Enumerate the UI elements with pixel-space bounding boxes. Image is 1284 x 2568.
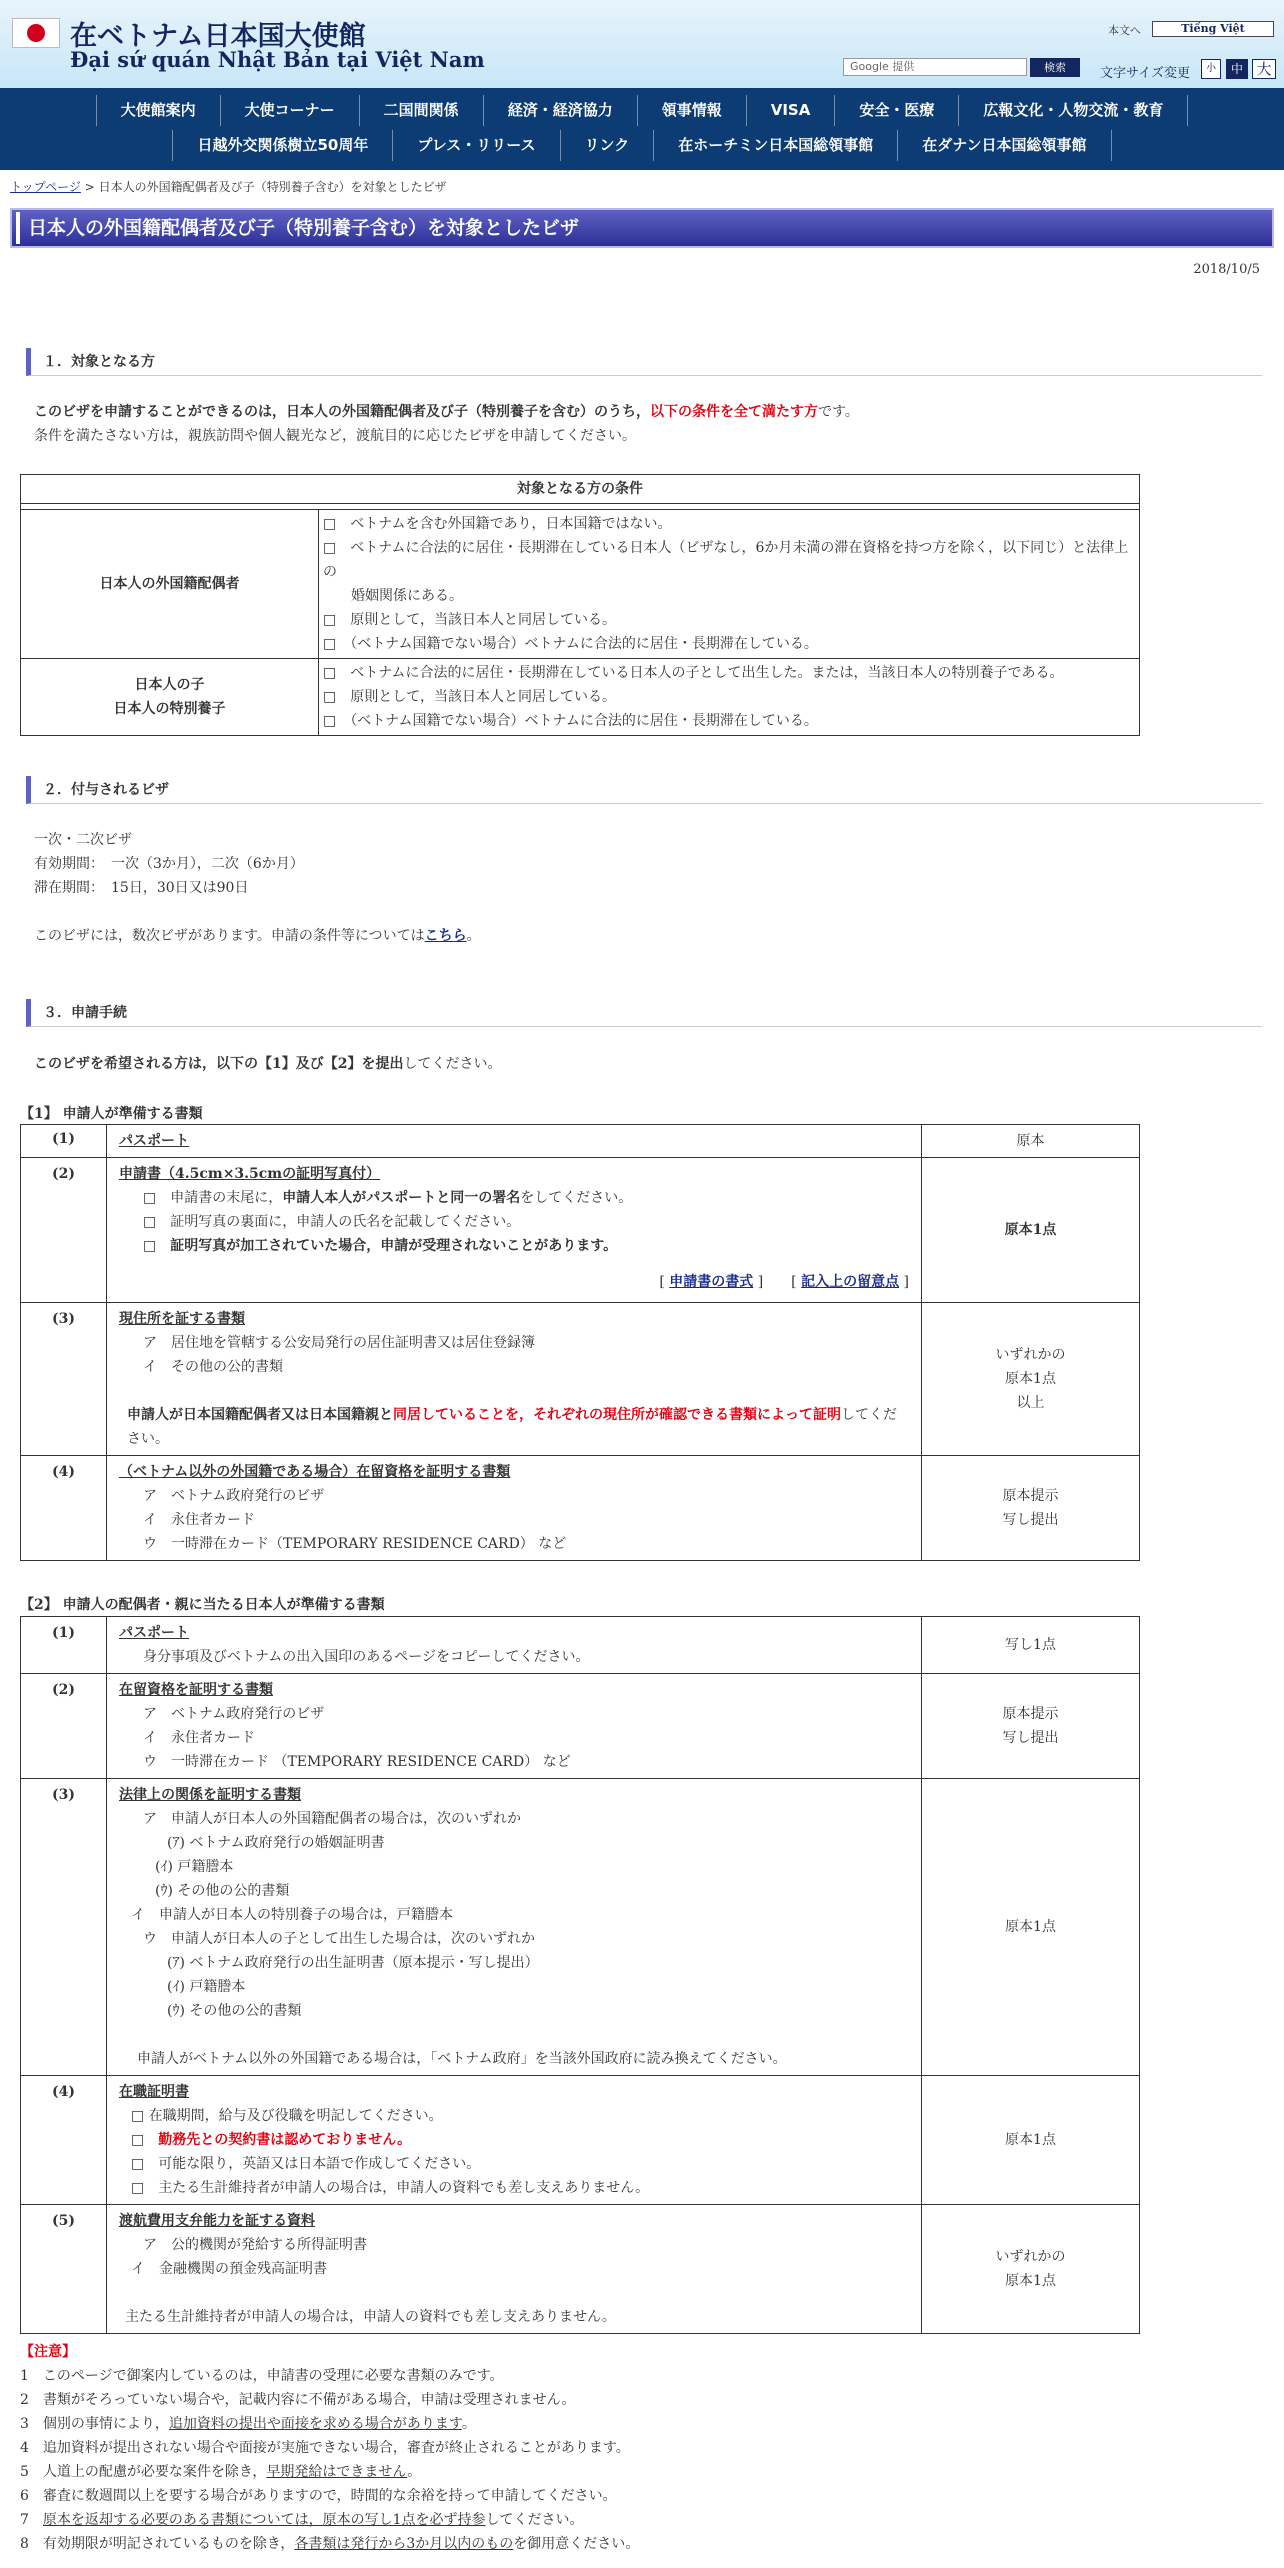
spouse-cond-1: □ ベトナムを含む外国籍であり，日本国籍ではない。 [323,516,672,532]
t2-r4-i2b: 勤務先との契約書は認めておりません。 [158,2132,412,2148]
note-3a: 3 個別の事情により， [20,2416,169,2432]
t1-r3-note-b: 同居していることを，それぞれの現住所が確認できる書類によって証明 [393,1407,841,1423]
t1-r3-req1: いずれかの [995,1347,1066,1363]
skip-to-main-link[interactable]: 本文へ [1108,24,1141,37]
t2-r2-req1: 原本提示 [1002,1706,1059,1722]
s2-multiple-text: このビザには，数次ビザがあります。申請の条件等については [34,928,425,944]
t2-r3-req: 原本1点 [922,1779,1140,2076]
t2-r3-i9: (ｳ) その他の公的書類 [167,2003,302,2019]
t2-r3-i5: イ 申請人が日本人の特別養子の場合は，戸籍謄本 [131,1907,453,1923]
nav-consular[interactable]: 領事情報 [637,95,746,126]
t1-r2-i1a: □ 申請書の末尾に， [143,1190,283,1206]
nav-culture[interactable]: 広報文化・人物交流・教育 [958,95,1188,126]
nav-ambassador[interactable]: 大使コーナー [220,95,359,126]
note-5b: 早期発給はできません [266,2464,408,2480]
t2-r1-req: 写し1点 [922,1617,1140,1674]
form-notes-link[interactable]: 記入上の留意点 [801,1274,900,1290]
nav-embassy-info[interactable]: 大使館案内 [96,95,220,126]
font-large-button[interactable]: 大 [1252,59,1276,79]
child-label [21,659,319,736]
spouse-conditions [319,510,1140,659]
conditions-table [20,474,1140,736]
t2-r4-title: 在職証明書 [119,2084,189,2100]
t2-r5-i2: イ 金融機関の預金残高証明書 [131,2261,327,2277]
t2-r5-num: (5) [21,2205,107,2334]
conditions-table-header: 対象となる方の条件 [21,475,1140,504]
list-1-title: 【1】 申請人が準備する書類 [20,1106,203,1122]
s3-intro-a: このビザを希望される方は，以下の【1】及び【2】を提出 [34,1056,404,1072]
note-7a: 7 [20,2512,43,2528]
font-size-label: 文字サイズ変更 [1100,66,1190,81]
t2-r3-i3: (ｲ) 戸籍謄本 [155,1859,234,1875]
note-3c: 。 [461,2416,476,2432]
t2-r2-i1: ア ベトナム政府発行のビザ [143,1706,325,1722]
nav-links[interactable]: リンク [560,130,654,161]
t2-r3-i6: ウ 申請人が日本人の子として出生した場合は，次のいずれか [143,1931,535,1947]
t1-r2-i1c: をしてください。 [520,1190,633,1206]
spouse-cond-2: □ ベトナムに合法的に居住・長期滞在している日本人（ビザなし，6か月未満の滞在資格を持つ方を除く，以下同じ）と法律上の [323,540,1129,580]
nav-bilateral[interactable]: 二国間関係 [359,95,483,126]
note-3b: 追加資料の提出や面接を求める場合があります [168,2416,462,2432]
site-header [0,0,1284,88]
t1-r3-req3: 以上 [1016,1395,1045,1411]
spouse-cond-4: □ （ベトナム国籍でない場合）ベトナムに合法的に居住・長期滞在している。 [323,636,818,652]
t1-r3-note-c: してください。 [127,1407,897,1447]
t1-r4-i2: イ 永住者カード [143,1512,255,1528]
t2-r5-req2: 原本1点 [1005,2273,1056,2289]
t2-r1-i1: 身分事項及びベトナムの出入国印のあるページをコピーしてください。 [143,1649,590,1665]
t2-r4-req: 原本1点 [922,2076,1140,2205]
t2-r4-i2a: □ [131,2132,159,2148]
breadcrumb-home-link[interactable]: トップページ [10,180,81,194]
t2-r5-title: 渡航費用支弁能力を証する資料 [119,2213,315,2229]
nav-hcmc-consulate[interactable]: 在ホーチミン日本国総領事館 [653,130,897,161]
t1-r2-req: 原本1点 [922,1158,1140,1303]
nav-economy[interactable]: 経済・経済協力 [483,95,637,126]
t2-r2-title: 在留資格を証明する書類 [119,1682,273,1698]
site-title-vi[interactable]: Đại sứ quán Nhật Bản tại Việt Nam [70,47,485,72]
t1-r2-title: 申請書（4.5cm×3.5cmの証明写真付） [119,1166,381,1182]
applicant-documents-table: (1) パスポート 原本 (2) 申請書（4.5cm×3.5cmの証明写真付） □ 申請書の末尾に，申請人本人がパスポートと同一の署名をしてください。 □ 証明写真の裏面に，申請人の氏名を記載してください。 □ 証明写真が加工されていた場合，申請が受理されないことがあります。 [ 申請書の書式 ] [ 記入上の留意点 ] 原本1点 (3) 現住所を証する書類 ア 居住地を管轄する公安局発行の居住証明書又は居住登録簿 イ その他の公的書類 申請人が日本国籍配偶者又は日本国籍親と同居していることを，それぞれの現住所が確認できる書類によって証明してください。 いずれかの 原本1点 以上 (4) （ベトナム以外の外国籍である場合）在留資格を証明する書類 ア ベトナム政府発行のビザ イ 永住者カード ウ 一時滞在カード（TEMPORARY RESIDENCE CARD） など 原本提示 写し提出 [20,1124,1140,1561]
spouse-cond-3: □ 原則として，当該日本人と同居している。 [323,612,616,628]
application-form-link[interactable]: 申請書の書式 [669,1274,754,1290]
note-4: 4 追加資料が提出されない場合や面接が実施できない場合，審査が終止されることがあります。 [20,2440,630,2456]
spouse-label: 日本人の外国籍配偶者 [21,510,319,659]
t1-r1-num: (1) [21,1125,107,1158]
s3-intro [34,1052,501,1076]
note-8b: 各書類は発行から3か月以内のもの [294,2536,514,2552]
nav-50th-anniversary[interactable]: 日越外交関係樹立50周年 [172,130,392,161]
font-medium-button[interactable]: 中 [1226,59,1248,79]
t1-r3-i1: ア 居住地を管轄する公安局発行の居住証明書又は居住登録簿 [143,1335,535,1351]
t2-r3-title: 法律上の関係を証明する書類 [119,1787,301,1803]
t1-r3-num: (3) [21,1303,107,1456]
note-5a: 5 人道上の配慮が必要な案件を除き， [20,2464,267,2480]
t2-r2-i2: イ 永住者カード [143,1730,255,1746]
note-5c: 。 [407,2464,422,2480]
t1-r3-i2: イ その他の公的書類 [143,1359,283,1375]
breadcrumb [10,178,447,195]
t2-r3-i2: (ｱ) ベトナム政府発行の婚姻証明書 [167,1835,385,1851]
main-navigation [0,88,1284,170]
nav-danang-consulate[interactable]: 在ダナン日本国総領事館 [897,130,1111,161]
s1-p1b: 以下の条件を全て満たす方 [650,404,818,420]
note-6: 6 審査に数週間以上を要する場合がありますので，時間的な余裕を持って申請してください。 [20,2488,617,2504]
t2-r4-num: (4) [21,2076,107,2205]
t2-r2-req2: 写し提出 [1002,1730,1059,1746]
t1-r2-num: (2) [21,1158,107,1303]
t1-r4-num: (4) [21,1456,107,1561]
page-title: 日本人の外国籍配偶者及び子（特別養子含む）を対象としたビザ [10,208,1274,248]
s1-p1c: です。 [818,404,859,420]
site-title-ja[interactable]: 在ベトナム日本国大使館 [70,21,366,52]
t2-r3-num: (3) [21,1779,107,2076]
t2-r4-i1: □ 在職期間，給与及び役職を明記してください。 [131,2108,443,2124]
section-2-text [34,828,481,948]
search-input[interactable]: Google 提供 [843,58,1027,76]
note-8c: を御用意ください。 [513,2536,640,2552]
nav-visa[interactable]: VISA [746,95,835,126]
japanese-family-documents-table [20,1616,1140,2334]
child-cond-3: □ （ベトナム国籍でない場合）ベトナムに合法的に居住・長期滞在している。 [323,713,818,729]
child-conditions [319,659,1140,736]
search-button[interactable]: 検索 [1030,58,1080,77]
s3-intro-b: してください。 [403,1056,502,1072]
note-7b: 原本を返却する必要のある書類については，原本の写し1点を必ず持参 [42,2512,486,2528]
s2-validity: 有効期間： 一次（3か月），二次（6か月） [34,856,304,872]
note-7c: してください。 [485,2512,584,2528]
child-cond-2: □ 原則として，当該日本人と同居している。 [323,689,616,705]
child-cond-1: □ ベトナムに合法的に居住・長期滞在している日本人の子として出生した。または，当該日本人の特別養子である。 [323,665,1064,681]
t2-r1-title: パスポート [119,1625,189,1641]
s2-multiple-end: 。 [466,928,481,944]
t1-r3-req2: 原本1点 [1005,1371,1056,1387]
s2-here-link[interactable]: こちら [424,928,467,944]
s2-visa-type: 一次・二次ビザ [34,832,132,848]
section-3-heading: ３．申請手続 [26,999,1262,1027]
vietnamese-language-button[interactable]: Tiếng Việt [1152,21,1274,37]
t2-r3-i1: ア 申請人が日本人の外国籍配偶者の場合は，次のいずれか [143,1811,521,1827]
t2-r5-req1: いずれかの [995,2249,1066,2265]
s2-stay: 滞在期間： 15日，30日又は90日 [34,880,249,896]
notes-section [20,2340,639,2556]
t1-r2-i1b: 申請人本人がパスポートと同一の署名 [282,1190,521,1206]
t2-r2-num: (2) [21,1674,107,1779]
publish-date: 2018/10/5 [1193,262,1260,277]
font-small-button[interactable]: 小 [1201,59,1221,79]
section-1-heading: １．対象となる方 [26,348,1262,376]
breadcrumb-current: > 日本人の外国籍配偶者及び子（特別養子含む）を対象としたビザ [80,180,447,194]
s1-p1a: このビザを申請することができるのは，日本人の外国籍配偶者及び子（特別養子を含む）のうち， [34,404,650,420]
section-2-heading: ２．付与されるビザ [26,776,1262,804]
t1-r4-i3: ウ 一時滞在カード（TEMPORARY RESIDENCE CARD） など [143,1536,567,1552]
spouse-cond-2-cont: 婚姻関係にある。 [351,588,463,604]
t2-r1-num: (1) [21,1617,107,1674]
t1-r4-req1: 原本提示 [1002,1488,1059,1504]
t2-r3-i7: (ｱ) ベトナム政府発行の出生証明書（原本提示・写し提出） [167,1955,539,1971]
t1-r2-i2: □ 証明写真の裏面に，申請人の氏名を記載してください。 [143,1214,521,1230]
note-8a: 8 有効期限が明記されているものを除き， [20,2536,295,2552]
section-1-text [34,400,859,448]
t2-r5-note: 主たる生計維持者が申請人の場合は，申請人の資料でも差し支えありません。 [125,2309,616,2325]
note-2: 2 書類がそろっていない場合や，記載内容に不備がある場合，申請は受理されません。 [20,2392,576,2408]
t1-r2-i3: □ 証明写真が加工されていた場合，申請が受理されないことがあります。 [143,1238,618,1254]
nav-press-release[interactable]: プレス・リリース [392,130,559,161]
s1-p2: 条件を満たさない方は，親族訪問や個人観光など，渡航目的に応じたビザを申請してください。 [34,428,636,444]
note-1: 1 このページで御案内しているのは，申請書の受理に必要な書類のみです。 [20,2368,504,2384]
list-2-title: 【2】 申請人の配偶者・親に当たる日本人が準備する書類 [20,1597,385,1613]
t2-r4-i3: □ 可能な限り，英語又は日本語で作成してください。 [131,2156,481,2172]
japan-flag-icon [12,18,60,48]
child-label-2: 日本人の特別養子 [113,701,226,717]
t2-r4-i4: □ 主たる生計維持者が申請人の場合は，申請人の資料でも差し支えありません。 [131,2180,650,2196]
t1-r4-req2: 写し提出 [1002,1512,1059,1528]
s2-multiple [34,924,481,948]
t1-r3-note-a: 申請人が日本国籍配偶者又は日本国籍親と [127,1407,393,1423]
t2-r2-i3: ウ 一時滞在カード （TEMPORARY RESIDENCE CARD） など [143,1754,571,1770]
t1-r1-title: パスポート [119,1133,189,1149]
t2-r3-i4: (ｳ) その他の公的書類 [155,1883,290,1899]
nav-safety[interactable]: 安全・医療 [834,95,958,126]
t1-r4-title: （ベトナム以外の外国籍である場合）在留資格を証明する書類 [119,1464,511,1480]
t1-r4-i1: ア ベトナム政府発行のビザ [143,1488,325,1504]
t1-r1-req: 原本 [922,1125,1140,1158]
t2-r5-i1: ア 公的機関が発給する所得証明書 [143,2237,367,2253]
t1-r3-title: 現住所を証する書類 [119,1311,245,1327]
child-label-1: 日本人の子 [134,677,205,693]
notes-title: 【注意】 [20,2344,76,2360]
t2-r3-note: 申請人がベトナム以外の外国籍である場合は，「ベトナム政府」を当該外国政府に読み換えてください。 [137,2051,787,2067]
t2-r3-i8: (ｲ) 戸籍謄本 [167,1979,246,1995]
